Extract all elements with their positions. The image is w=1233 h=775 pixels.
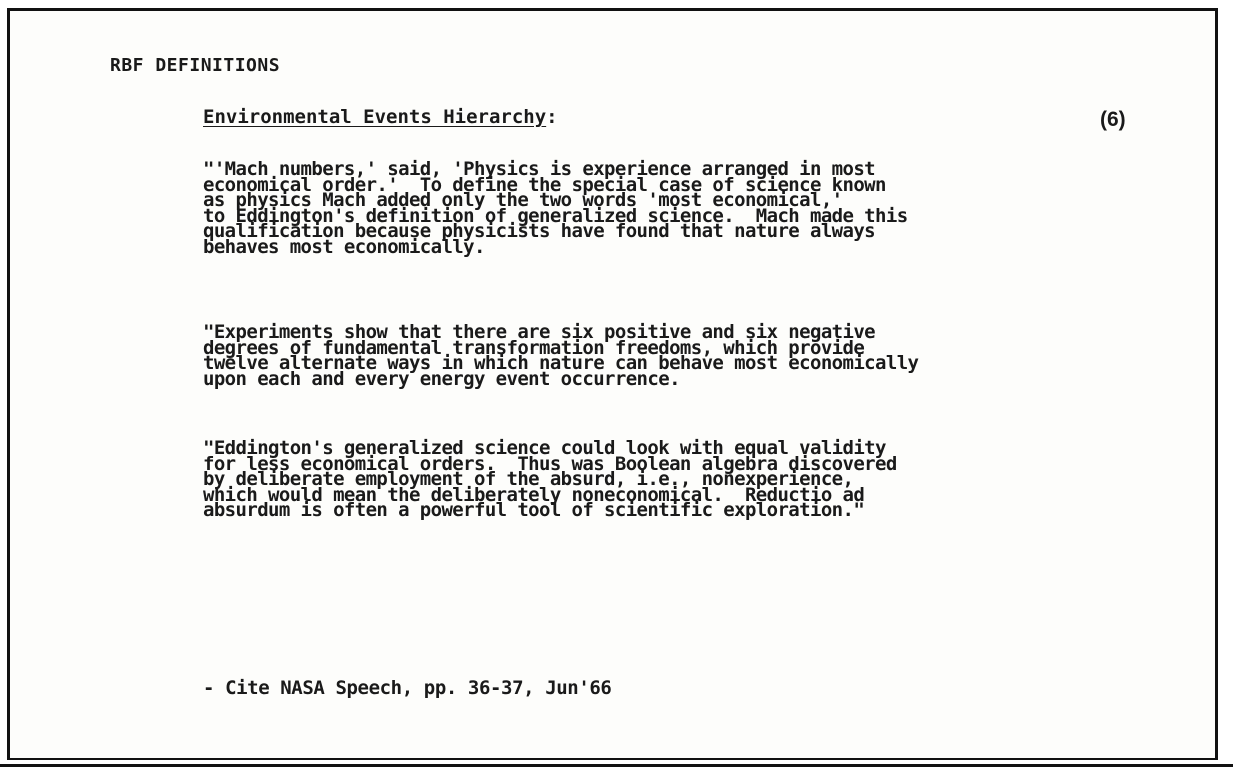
section-title-colon: : — [546, 106, 558, 128]
paragraph-line: "'Mach numbers,' said, 'Physics is experience arranged in most — [203, 158, 876, 180]
card-header: RBF DEFINITIONS — [110, 55, 281, 76]
paragraph-line: by deliberate employment of the absurd, i.e., nonexperience, — [203, 468, 854, 491]
paragraph-line: as physics Mach added only the two words 'most economical,' — [203, 189, 843, 212]
paragraph-line: absurdum is often a powerful tool of scientific exploration." — [203, 499, 865, 522]
citation: - Cite NASA Speech, pp. 36-37, Jun'66 — [203, 677, 612, 699]
paragraph-3 — [203, 437, 1163, 522]
paragraph-line: "Experiments show that there are six positive and six negative — [203, 321, 876, 343]
section-title-text: Environmental Events Hierarchy — [203, 106, 547, 128]
section-title — [203, 106, 558, 128]
paragraph-line: to Eddington's definition of generalized science. Mach made this — [203, 204, 908, 227]
paragraph-line: qualification because physicists have found that nature always — [203, 220, 876, 243]
paragraph-line: behaves most economically. — [203, 235, 485, 258]
paragraph-line: economical order.' To define the special case of science known — [203, 173, 886, 196]
paragraph-line: degrees of fundamental transformation freedoms, which provide — [203, 336, 865, 359]
paragraph-line: upon each and every energy event occurrence. — [203, 367, 680, 390]
paragraph-2 — [203, 321, 1163, 390]
paragraph-line: which would mean the deliberately noneconomical. Reductio ad — [203, 483, 865, 506]
paragraph-line: for less economical orders. Thus was Boolean algebra discovered — [203, 452, 897, 475]
paragraph-line: "Eddington's generalized science could look with equal validity — [203, 437, 886, 459]
bottom-rule — [0, 764, 1233, 767]
page-number: (6) — [1100, 108, 1126, 131]
paragraph-line: twelve alternate ways in which nature can behave most economically — [203, 352, 919, 375]
paragraph-1 — [203, 158, 1163, 258]
